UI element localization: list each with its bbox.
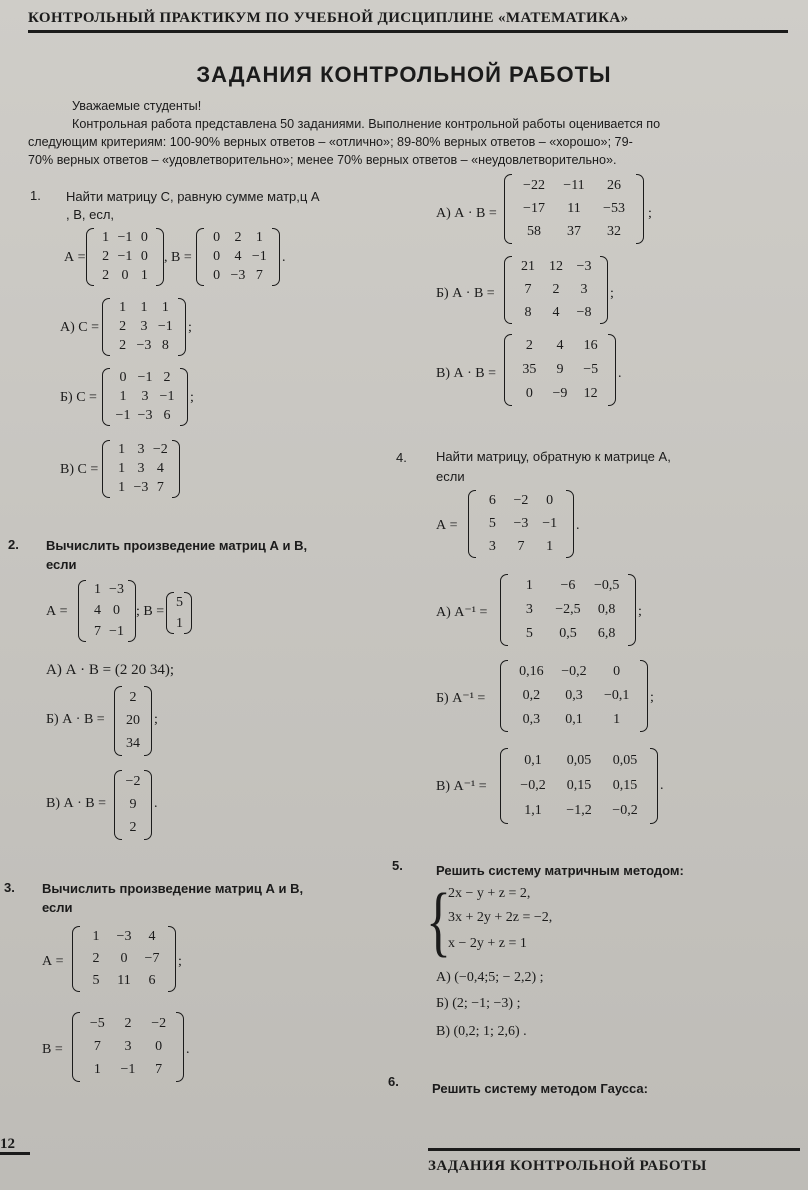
question-4-number: 4. xyxy=(396,450,407,465)
matrix-cell: 0 xyxy=(213,268,221,284)
q4-matrix-a xyxy=(468,490,574,558)
q3-option-c-matrix xyxy=(504,334,616,406)
q3-b-dot: . xyxy=(186,1042,190,1057)
matrix-cell: −0,5 xyxy=(593,578,620,593)
matrix-cell: 2 xyxy=(525,338,533,353)
matrix-cell: −3 xyxy=(230,268,246,284)
matrix-cell: −2 xyxy=(513,493,529,509)
matrix-cell: −8 xyxy=(576,304,592,320)
q2-option-b-semicolon: ; xyxy=(154,712,158,727)
matrix-cell: −6 xyxy=(560,578,576,593)
matrix-cell: 1 xyxy=(140,299,148,315)
matrix-cell: 7 xyxy=(517,538,525,554)
matrix-cell: −0,2 xyxy=(561,664,587,679)
matrix-cell: 1 xyxy=(546,538,554,554)
matrix-cell: 0,16 xyxy=(519,664,544,679)
matrix-cell: 6 xyxy=(163,408,171,424)
matrix-cell: 1 xyxy=(94,582,101,598)
matrix-cell: 4 xyxy=(556,338,564,353)
matrix-cell: 0 xyxy=(140,229,148,245)
matrix-cell: 37 xyxy=(567,224,581,240)
matrix-cell: 1 xyxy=(525,578,533,593)
q3-option-c-dot: . xyxy=(618,366,622,381)
matrix-cell: −1 xyxy=(137,369,153,385)
matrix-cell: −0,1 xyxy=(603,688,630,703)
q3-option-b-semicolon: ; xyxy=(610,286,614,301)
q1-a-label: А = xyxy=(64,250,86,265)
matrix-cell: 0,05 xyxy=(566,752,592,768)
matrix-cell: 35 xyxy=(522,362,537,377)
matrix-cell: 12 xyxy=(549,259,563,275)
matrix-cell: −7 xyxy=(144,951,160,966)
matrix-cell: 7 xyxy=(524,281,532,297)
q4-option-b-semicolon: ; xyxy=(650,690,654,705)
matrix-cell: −3 xyxy=(136,338,152,354)
q1-b-label: , В = xyxy=(164,250,192,265)
matrix-cell: 3 xyxy=(488,538,496,554)
matrix-cell: −1 xyxy=(251,248,267,264)
matrix-cell: −3 xyxy=(109,582,124,598)
question-6-text: Решить систему методом Гаусса: xyxy=(432,1081,648,1096)
footer-rule-left xyxy=(0,1152,30,1155)
matrix-cell: 9 xyxy=(129,796,137,812)
matrix-cell: 1 xyxy=(93,1062,101,1078)
q1-end: . xyxy=(282,250,286,265)
q2-option-b: Б) А · В = xyxy=(46,712,105,727)
matrix-cell: 5 xyxy=(488,515,496,531)
matrix-cell: 1 xyxy=(92,929,100,944)
question-5-text: Решить систему матричным методом: xyxy=(436,863,684,878)
matrix-cell: −11 xyxy=(563,177,585,193)
intro-line-3: 70% верных ответов – «удовлетворительно»; менее 70% верных ответов – «неудовлетворительно». xyxy=(28,153,617,167)
footer-rule-right xyxy=(428,1148,800,1151)
question-2-number: 2. xyxy=(8,537,19,552)
matrix-cell: 1 xyxy=(255,229,263,245)
question-5-number: 5. xyxy=(392,858,403,873)
q5-option-c: В) (0,2; 1; 2,6) . xyxy=(436,1024,527,1039)
matrix-cell: 0 xyxy=(120,951,128,966)
q3-a-semicolon: ; xyxy=(178,954,182,969)
matrix-cell: 1 xyxy=(119,299,127,315)
matrix-cell: −2 xyxy=(151,1015,167,1031)
matrix-cell: −1 xyxy=(115,408,131,424)
q3-option-b: Б) А · В = xyxy=(436,286,495,301)
matrix-cell: 1 xyxy=(118,441,126,457)
matrix-cell: 6,8 xyxy=(597,626,616,641)
matrix-cell: −53 xyxy=(603,200,625,216)
question-1-text: Найти матрицу С, равную сумме матр,ц А xyxy=(66,189,320,204)
matrix-cell: 21 xyxy=(521,259,535,275)
matrix-cell: 0,2 xyxy=(522,688,541,703)
question-3-text-cont: если xyxy=(42,900,73,915)
q3-a-label: А = xyxy=(42,954,64,969)
q2-option-b-matrix xyxy=(114,686,152,756)
matrix-cell: 4 xyxy=(156,460,164,476)
matrix-cell: 0,3 xyxy=(522,712,541,727)
matrix-cell: 1,1 xyxy=(524,803,542,819)
q1-option-c: В) С = xyxy=(60,462,99,477)
matrix-cell: 2 xyxy=(119,338,127,354)
q3-option-a: А) А · В = xyxy=(436,206,497,221)
q1-option-b-matrix xyxy=(102,368,188,426)
matrix-cell: 7 xyxy=(255,268,263,284)
matrix-cell: −3 xyxy=(137,408,153,424)
matrix-cell: 4 xyxy=(552,304,560,320)
matrix-cell: −3 xyxy=(116,929,132,944)
q4-option-c-matrix xyxy=(500,748,658,824)
matrix-cell: 2 xyxy=(234,229,242,245)
q3-option-a-matrix xyxy=(504,174,644,244)
question-1-number: 1. xyxy=(30,188,41,203)
matrix-cell: 2 xyxy=(129,689,137,705)
matrix-cell: 0 xyxy=(121,268,129,284)
page-number: 12 xyxy=(0,1136,15,1152)
matrix-cell: −2,5 xyxy=(555,602,581,617)
q5-equation-3: x − 2y + z = 1 xyxy=(448,936,527,951)
q3-option-c: В) А · В = xyxy=(436,366,497,381)
q1-option-b-semicolon: ; xyxy=(190,390,194,405)
q2-option-c-dot: . xyxy=(154,796,158,811)
matrix-cell: 0 xyxy=(140,248,148,264)
intro-line-2: следующим критериям: 100-90% верных ответов – «отлично»; 89-80% верных ответов – «хорошо»; 79- xyxy=(28,135,633,149)
question-4-text-cont: если xyxy=(436,469,465,484)
matrix-cell: 0 xyxy=(113,602,120,618)
matrix-cell: 9 xyxy=(556,362,564,377)
matrix-cell: 7 xyxy=(94,623,101,639)
intro-line-1: Контрольная работа представлена 50 заданиями. Выполнение контрольной работы оценивается по xyxy=(72,117,661,131)
matrix-cell: 0,1 xyxy=(565,712,583,727)
matrix-cell: 8 xyxy=(524,304,532,320)
system-brace: { xyxy=(426,879,451,965)
matrix-cell: 3 xyxy=(141,388,149,404)
matrix-cell: −0,2 xyxy=(612,803,638,819)
matrix-cell: 3 xyxy=(140,318,148,334)
q1-option-a: А) С = xyxy=(60,320,100,335)
matrix-cell: −0,2 xyxy=(520,777,546,793)
page-title: ЗАДАНИЯ КОНТРОЛЬНОЙ РАБОТЫ xyxy=(196,62,612,87)
matrix-cell: 2 xyxy=(92,951,100,966)
matrix-cell: 2 xyxy=(552,281,560,297)
q2-b-label: ; В = xyxy=(136,604,165,619)
matrix-cell: −1 xyxy=(120,1062,136,1078)
matrix-cell: 3 xyxy=(137,460,145,476)
matrix-cell: 2 xyxy=(102,268,110,284)
matrix-cell: 0,8 xyxy=(597,602,616,617)
matrix-cell: 26 xyxy=(607,177,621,193)
q4-option-b-matrix xyxy=(500,660,648,732)
question-2-text: Вычислить произведение матриц А и В, xyxy=(46,538,308,553)
matrix-cell: 7 xyxy=(156,480,164,496)
q4-option-a: А) A⁻¹ = xyxy=(436,605,488,620)
matrix-cell: 11 xyxy=(567,200,581,216)
matrix-cell: 4 xyxy=(148,929,156,944)
matrix-cell: 8 xyxy=(161,338,169,354)
matrix-cell: 0,1 xyxy=(524,752,542,768)
q5-option-b: Б) (2; −1; −3) ; xyxy=(436,996,521,1011)
matrix-cell: −22 xyxy=(523,177,545,193)
matrix-cell: 20 xyxy=(126,712,140,728)
matrix-cell: 1 xyxy=(102,229,110,245)
running-footer: ЗАДАНИЯ КОНТРОЛЬНОЙ РАБОТЫ xyxy=(428,1158,707,1174)
matrix-cell: 1 xyxy=(161,299,169,315)
matrix-cell: −3 xyxy=(576,259,592,275)
matrix-cell: 7 xyxy=(155,1062,163,1078)
matrix-cell: 1 xyxy=(140,268,148,284)
matrix-cell: −5 xyxy=(89,1015,105,1031)
matrix-cell: 0 xyxy=(213,248,221,264)
matrix-cell: −1,2 xyxy=(566,803,592,819)
matrix-cell: −3 xyxy=(513,515,529,531)
matrix-cell: 0,5 xyxy=(559,626,577,641)
q4-option-b: Б) A⁻¹ = xyxy=(436,691,486,706)
q1-matrix-a xyxy=(86,228,164,286)
q5-equation-1: 2x − y + z = 2, xyxy=(448,886,531,901)
matrix-cell: −1 xyxy=(542,515,558,531)
q1-option-c-matrix xyxy=(102,440,180,498)
matrix-cell: 3 xyxy=(580,281,588,297)
matrix-cell: 6 xyxy=(488,493,496,509)
matrix-cell: 1 xyxy=(119,388,127,404)
q3-option-b-matrix xyxy=(504,256,608,324)
q5-equation-2: 3x + 2y + 2z = −2, xyxy=(448,910,553,925)
matrix-cell: 2 xyxy=(163,369,171,385)
matrix-cell: −1 xyxy=(109,623,124,639)
matrix-cell: 4 xyxy=(94,602,101,618)
q2-option-c: В) А · В = xyxy=(46,796,107,811)
matrix-cell: 0 xyxy=(525,386,533,401)
q2-option-a: А) А · В = (2 20 34); xyxy=(46,662,175,678)
matrix-cell: 3 xyxy=(124,1038,132,1054)
matrix-cell: 0 xyxy=(546,493,554,509)
q4-option-a-matrix xyxy=(500,574,636,646)
q1-matrix-b xyxy=(196,228,280,286)
matrix-cell: 0 xyxy=(119,369,127,385)
matrix-cell: 3 xyxy=(137,441,145,457)
matrix-cell: 16 xyxy=(583,338,598,353)
question-6-number: 6. xyxy=(388,1074,399,1089)
matrix-cell: 6 xyxy=(148,973,156,988)
matrix-cell: −1 xyxy=(157,318,173,334)
matrix-cell: 1 xyxy=(118,460,126,476)
matrix-cell: 5 xyxy=(92,973,100,988)
matrix-cell: 5 xyxy=(525,626,533,641)
q2-a-label: А = xyxy=(46,604,68,619)
matrix-cell: 4 xyxy=(234,248,242,264)
q2-option-c-matrix xyxy=(114,770,152,840)
question-4-text: Найти матрицу, обратную к матрице А, xyxy=(436,449,671,464)
matrix-cell: 0 xyxy=(213,229,221,245)
matrix-cell: 58 xyxy=(527,224,541,240)
matrix-cell: −2 xyxy=(152,441,168,457)
q2-matrix-b xyxy=(166,592,192,634)
matrix-cell: 11 xyxy=(117,973,131,988)
matrix-cell: 0 xyxy=(155,1038,163,1054)
matrix-cell: 0,15 xyxy=(612,777,638,793)
matrix-cell: 12 xyxy=(583,386,598,401)
matrix-cell: 2 xyxy=(119,318,127,334)
q3-option-a-semicolon: ; xyxy=(648,206,652,221)
matrix-cell: 2 xyxy=(124,1015,132,1031)
running-header: КОНТРОЛЬНЫЙ ПРАКТИКУМ ПО УЧЕБНОЙ ДИСЦИПЛИНЕ «МАТЕМАТИКА» xyxy=(28,10,629,26)
matrix-cell: 5 xyxy=(176,594,183,610)
q5-option-a: А) (−0,4;5; − 2,2) ; xyxy=(436,970,544,985)
matrix-cell: 0,15 xyxy=(566,777,592,793)
matrix-cell: 2 xyxy=(129,820,137,836)
q3-matrix-b xyxy=(72,1012,184,1082)
q4-a-dot: . xyxy=(576,518,580,533)
question-3-text: Вычислить произведение матриц А и В, xyxy=(42,881,304,896)
matrix-cell: −3 xyxy=(133,480,149,496)
q4-a-label: А = xyxy=(436,518,458,533)
header-rule xyxy=(28,30,788,33)
q1-option-a-matrix xyxy=(102,298,186,356)
question-2-text-cont: если xyxy=(46,557,77,572)
q4-option-c: В) A⁻¹ = xyxy=(436,779,487,794)
q1-option-b: Б) С = xyxy=(60,390,97,405)
matrix-cell: 0 xyxy=(613,664,621,679)
question-3-number: 3. xyxy=(4,880,15,895)
matrix-cell: −1 xyxy=(117,229,133,245)
matrix-cell: 3 xyxy=(525,602,533,617)
matrix-cell: 0,3 xyxy=(565,688,583,703)
matrix-cell: 7 xyxy=(93,1038,101,1054)
q4-option-c-dot: . xyxy=(660,778,664,793)
q4-option-a-semicolon: ; xyxy=(638,604,642,619)
matrix-cell: 34 xyxy=(126,736,140,752)
intro-greeting: Уважаемые студенты! xyxy=(72,99,202,113)
matrix-cell: −17 xyxy=(523,200,545,216)
matrix-cell: −1 xyxy=(117,248,133,264)
matrix-cell: −1 xyxy=(159,388,175,404)
matrix-cell: 0,05 xyxy=(612,752,638,768)
matrix-cell: −5 xyxy=(583,362,599,377)
matrix-cell: −9 xyxy=(552,386,568,401)
question-1-text-cont: , В, есл, xyxy=(66,207,115,222)
matrix-cell: −2 xyxy=(125,773,141,789)
q2-matrix-a xyxy=(78,580,136,642)
q3-b-label: В = xyxy=(42,1042,63,1057)
matrix-cell: 32 xyxy=(607,224,621,240)
matrix-cell: 2 xyxy=(102,248,110,264)
matrix-cell: 1 xyxy=(176,615,183,631)
q3-matrix-a xyxy=(72,926,176,992)
matrix-cell: 1 xyxy=(613,712,621,727)
matrix-cell: 1 xyxy=(118,480,126,496)
q1-option-a-semicolon: ; xyxy=(188,320,192,335)
